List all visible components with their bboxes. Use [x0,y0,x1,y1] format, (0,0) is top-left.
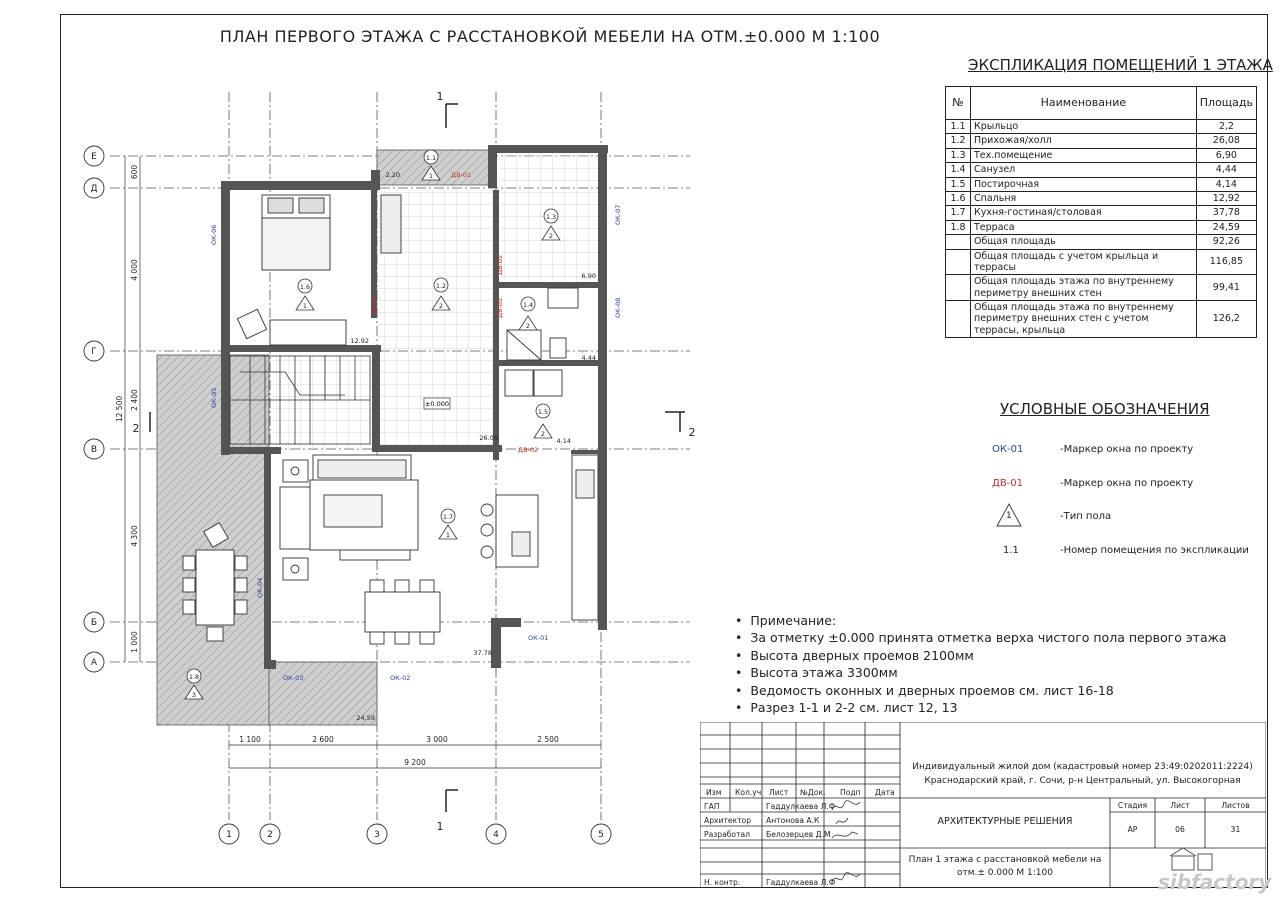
header-cell: № [946,87,971,120]
room-area: 2.20 [385,171,400,179]
note-line: • Примечание: [735,612,1227,629]
room-area-cell: 12,92 [1196,191,1256,205]
axis-label: 1 [226,830,232,840]
room-area-cell: 4,14 [1196,177,1256,191]
room-area-cell: 116,85 [1196,249,1256,275]
explication-row [946,134,1257,148]
axis-label: А [90,658,98,668]
stamp-col-header: Дата [875,788,895,797]
explication-row [946,120,1257,134]
explication-row [946,163,1257,177]
sheets-label: Листов [1221,801,1250,810]
door-mark: ДВ-01 [451,171,472,179]
room-no-cell: 1.4 [946,163,971,177]
dimension-text: 1 100 [239,735,261,744]
room-name-cell: Общая площадь этажа по внутреннему периметру внешних стен с учетом террасы, крыльца [971,301,1197,338]
room-area-cell: 6,90 [1196,148,1256,162]
drawing-title: ПЛАН ПЕРВОГО ЭТАЖА С РАССТАНОВКОЙ МЕБЕЛИ НА ОТМ.±0.000 М 1:100 [219,27,881,46]
dimension-text: 4 000 [130,259,139,281]
dimension-text: 600 [130,164,139,180]
room-no-cell: 1.1 [946,120,971,134]
signature-graphics [828,798,864,888]
stage-value: АР [1127,825,1138,834]
legend-symbol-door: ДВ-01 [992,478,1024,489]
room-number: 1.8 [188,673,200,681]
room-area: 24.59 [356,714,375,722]
section-title: АРХИТЕКТУРНЫЕ РЕШЕНИЯ [937,816,1073,827]
section-label: 1 [436,820,444,833]
room-name-cell: Спальня [971,191,1197,205]
legend-text: -Маркер окна по проекту [1060,444,1194,455]
room-no-cell: 1.8 [946,220,971,234]
legend-symbol-room: 1.1 [1003,545,1019,556]
stamp-col-header: Кол.уч [735,788,762,797]
room-no-cell: 1.3 [946,148,971,162]
room-no-cell [946,235,971,249]
room-area-cell: 126,2 [1196,301,1256,338]
stamp-name: Белозерцев Д.М [766,830,831,839]
room-name-cell: Крыльцо [971,120,1197,134]
stage-label: Стадия [1117,801,1148,810]
room-number: 1.4 [522,301,534,309]
room-no-cell [946,249,971,275]
floor-type: 1 [445,531,451,539]
axis-label: В [90,445,98,455]
room-area-cell: 24,59 [1196,220,1256,234]
axis-label: Б [90,618,98,628]
window-mark: ОК-04 [256,577,264,598]
room-number: 1.5 [537,408,549,416]
room-area-cell: 26,08 [1196,134,1256,148]
explication-row [946,275,1257,301]
living-furniture [280,455,598,644]
stamp-col-header: Изм [706,788,722,797]
section-label: 1 [436,90,444,103]
dimension-text: 2 600 [312,735,334,744]
floor-type: 2 [438,302,444,310]
explication-title: ЭКСПЛИКАЦИЯ ПОМЕЩЕНИЙ 1 ЭТАЖА [968,56,1273,74]
stamp-name: Гаддулкаева Л.Ф [766,802,836,811]
sheets-value: 31 [1230,825,1241,834]
header-cell: Площадь [1196,87,1256,120]
bath-fixtures [505,288,578,396]
stamp-role: Архитектор [704,816,752,825]
floor-type: 2 [525,322,531,330]
room-area-cell: 4,44 [1196,163,1256,177]
window-mark: ОК-08 [614,297,622,318]
window-mark: ОК-05 [210,387,218,408]
legend-text: -Маркер окна по проекту [1060,478,1194,489]
room-area-cell: 92,26 [1196,235,1256,249]
window-mark: ОК-01 [528,634,549,642]
room-area: 6.90 [581,272,596,280]
dimension-text: 2 500 [537,735,559,744]
drawing-name: План 1 этажа с расстановкой мебели на отм.± 0.000 М 1:100 [908,855,1102,878]
explication-row [946,206,1257,220]
room-name-cell: Тех.помещение [971,148,1197,162]
note-line: • Высота дверных проемов 2100мм [735,647,1227,664]
stamp-col-header: Лист [769,788,789,797]
stamp-name: Антонова А.К [766,816,820,825]
room-name-cell: Постирочная [971,177,1197,191]
room-number: 1.6 [299,283,311,291]
dimension-text: 3 000 [426,735,448,744]
legend-symbol-window: ОК-01 [992,444,1024,455]
room-number: 1.2 [435,282,447,290]
note-line: • Ведомость оконных и дверных проемов см. лист 16-18 [735,682,1227,699]
note-line: • Высота этажа 3300мм [735,664,1227,681]
sheet-label: Лист [1170,801,1190,810]
room-number: 1.1 [425,154,437,162]
explication-row [946,220,1257,234]
axis-label: Г [91,347,97,357]
door-mark: ДВ-02 [496,254,504,275]
window-mark: ОК-02 [390,674,411,682]
legend-text: -Номер помещения по экспликации [1060,545,1249,556]
explication-row [946,177,1257,191]
room-no-cell: 1.2 [946,134,971,148]
dimension-text: 9 200 [404,758,426,767]
floor-type: 1 [428,172,434,180]
window-mark: ОК-03 [283,674,304,682]
header-cell: Наименование [971,87,1197,120]
room-name-cell: Общая площадь [971,235,1197,249]
dimension-text: 2 400 [130,389,139,411]
room-no-cell [946,301,971,338]
stamp-name: Гаддулкаева Л.Ф [766,878,836,887]
note-line: • За отметку ±0.000 принята отметка верха чистого пола первого этажа [735,629,1227,646]
explication-row [946,301,1257,338]
door-mark: ДВ-02 [518,446,539,454]
room-area: 4.44 [581,354,596,362]
room-number: 1.7 [442,513,454,521]
axis-label: 4 [493,830,499,840]
explication-row [946,249,1257,275]
room-area-cell: 99,41 [1196,275,1256,301]
room-name-cell: Кухня-гостиная/столовая [971,206,1197,220]
room-name-cell: Санузел [971,163,1197,177]
level-mark: ±0.000 [424,400,450,408]
room-area-cell: 2,2 [1196,120,1256,134]
room-number: 1.3 [545,213,557,221]
room-no-cell: 1.7 [946,206,971,220]
explication-table [945,86,1257,338]
room-area: 26.08 [479,434,498,442]
notes [735,612,1227,716]
dimension-text: 12 500 [115,395,124,423]
sheet-value: 06 [1175,825,1185,834]
axis-label: 5 [598,830,604,840]
door-mark: ДВ-01 [370,294,378,315]
explication-row [946,148,1257,162]
project-title: Индивидуальный жилой дом (кадастровый номер 23:49:0202011:2224) Краснодарский край, г. Сочи, р-н Центральный, ул. Высокогорная [912,762,1253,786]
room-name-cell: Терраса [971,220,1197,234]
axis-label: 3 [374,830,380,840]
room-name-cell: Общая площадь этажа по внутреннему периметру внешних стен [971,275,1197,301]
axis-label: Е [91,152,97,162]
section-label: 2 [132,422,140,435]
floor-type: 1 [302,302,308,310]
floor-type: 3 [191,691,197,699]
door-mark: ДВ-02 [496,297,504,318]
floor-type: 2 [540,430,546,438]
window-mark: ОК-06 [210,224,218,245]
room-area: 4.14 [556,437,571,445]
axis-label: Д [90,184,98,194]
legend-symbol-floor: 1 [1006,511,1012,521]
room-no-cell: 1.5 [946,177,971,191]
note-line: • Разрез 1-1 и 2-2 см. лист 12, 13 [735,699,1227,716]
explication-row [946,235,1257,249]
legend-title: УСЛОВНЫЕ ОБОЗНАЧЕНИЯ [1000,400,1210,418]
stamp-col-header: №Док. [800,788,826,797]
axis-label: 2 [267,830,273,840]
stamp-role: Н. контр. [704,878,741,887]
legend-text: -Тип пола [1060,511,1112,522]
floor-type: 2 [548,232,554,240]
room-name-cell: Общая площадь с учетом крыльца и террасы [971,249,1197,275]
room-no-cell [946,275,971,301]
room-no-cell: 1.6 [946,191,971,205]
stamp-role: Разработал [704,830,751,839]
section-label: 2 [688,426,696,439]
room-name-cell: Прихожая/холл [971,134,1197,148]
dimension-text: 1 000 [130,631,139,653]
room-area: 37.78 [473,649,492,657]
room-area: 12.92 [350,337,369,345]
dimension-text: 4 300 [130,525,139,547]
explication-row [946,191,1257,205]
stamp-col-header: Подп [840,788,861,797]
room-area-cell: 37,78 [1196,206,1256,220]
watermark-text: sibfactory [1158,870,1272,894]
stamp-role: ГАП [704,802,720,811]
window-mark: ОК-07 [614,204,622,225]
